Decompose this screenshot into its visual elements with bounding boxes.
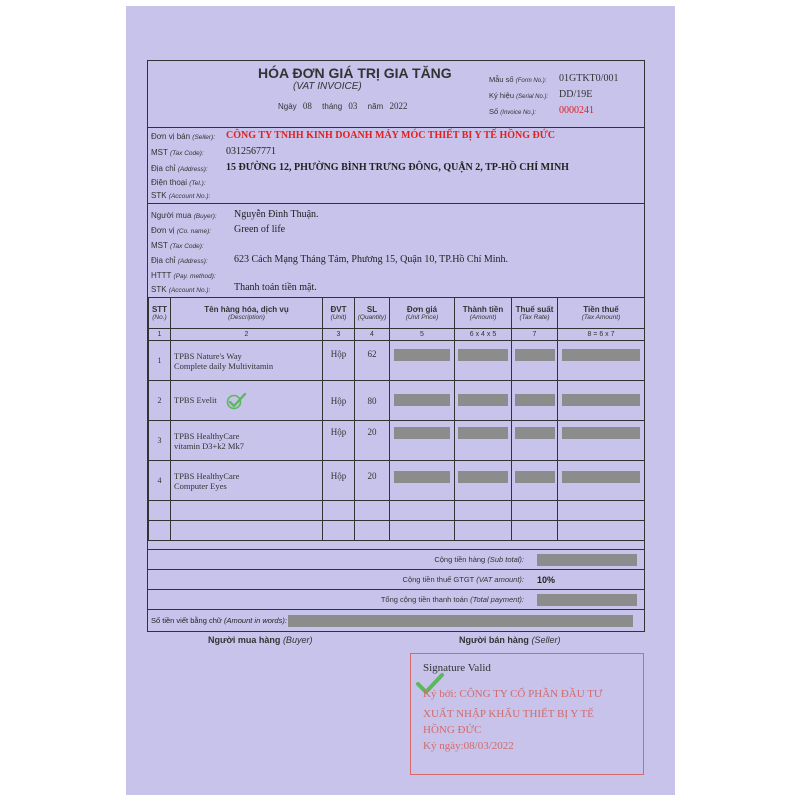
row-qty: 80 bbox=[355, 381, 390, 421]
col-header: STT (No.) bbox=[149, 298, 171, 329]
seller-name: CÔNG TY TNHH KINH DOANH MÁY MÓC THIẾT BỊ Y TẾ HỒNG ĐỨC bbox=[226, 130, 555, 141]
seller-name-label: Đơn vị bán (Seller): bbox=[151, 132, 216, 141]
total-row bbox=[148, 589, 644, 610]
subtotal-value bbox=[537, 554, 637, 566]
serial-no bbox=[489, 89, 593, 100]
amount-words-row bbox=[148, 609, 644, 632]
table-header-row bbox=[149, 298, 645, 329]
seller-tax-code: 0312567771 bbox=[226, 146, 276, 157]
seller-address: 15 ĐƯỜNG 12, PHƯỜNG BÌNH TRƯNG ĐÔNG, QUẬN 2, TP-HỒ CHÍ MINH bbox=[226, 162, 569, 173]
row-amount bbox=[455, 461, 512, 501]
buyer-company: Green of life bbox=[234, 224, 286, 235]
buyer-signature-label: Người mua hàng (Buyer) bbox=[208, 635, 313, 645]
signature-stamp bbox=[410, 653, 644, 775]
invoice-no-value: 0000241 bbox=[559, 105, 594, 116]
signer-line-1: Ký bởi: CÔNG TY CỔ PHẦN ĐẦU TƯ bbox=[423, 688, 603, 700]
row-no: 1 bbox=[149, 341, 171, 381]
empty-row bbox=[149, 501, 645, 521]
buyer-address-label: Địa chỉ (Address): bbox=[151, 256, 208, 265]
table-row bbox=[149, 341, 645, 381]
signature-status: Signature Valid bbox=[423, 662, 491, 674]
col-header: SL (Quantity) bbox=[355, 298, 390, 329]
row-description: TPBS Evelit bbox=[171, 381, 323, 421]
row-description: TPBS Nature's Way Complete daily Multivitamin bbox=[171, 341, 323, 381]
index-cell: 6 x 4 x 5 bbox=[455, 329, 512, 341]
invoice-no-label-en: (Invoice No.): bbox=[500, 110, 536, 116]
date-day-label: Ngày bbox=[278, 102, 297, 111]
signer-line-3: HỒNG ĐỨC bbox=[423, 724, 482, 736]
invoice-header bbox=[148, 61, 644, 128]
serial-label-en: (Serial No.): bbox=[516, 94, 549, 100]
row-amount bbox=[455, 421, 512, 461]
table-row bbox=[149, 381, 645, 421]
invoice-form bbox=[147, 60, 645, 632]
buyer-section bbox=[148, 203, 644, 298]
index-cell: 4 bbox=[355, 329, 390, 341]
col-header: Tiền thuế (Tax Amount) bbox=[558, 298, 645, 329]
col-header: Đơn giá (Unit Price) bbox=[390, 298, 455, 329]
index-row bbox=[149, 329, 645, 341]
row-description: TPBS HealthyCare Computer Eyes bbox=[171, 461, 323, 501]
table-row bbox=[149, 461, 645, 501]
company-label: Đơn vị (Co. name): bbox=[151, 226, 212, 235]
row-tax-rate bbox=[512, 421, 558, 461]
vat-row bbox=[148, 569, 644, 590]
vat-label: Cộng tiền thuế GTGT (VAT amount): bbox=[402, 575, 524, 584]
row-amount bbox=[455, 381, 512, 421]
row-unit-price bbox=[390, 381, 455, 421]
date-year: 2022 bbox=[389, 101, 408, 111]
row-amount bbox=[455, 341, 512, 381]
buyer-address: 623 Cách Mạng Tháng Tám, Phương 15, Quận 10, TP.Hồ Chí Minh. bbox=[234, 254, 509, 265]
row-unit-price bbox=[390, 341, 455, 381]
row-tax-rate bbox=[512, 381, 558, 421]
date-year-label: năm bbox=[367, 102, 384, 111]
date-month: 03 bbox=[348, 101, 358, 111]
invoice-date bbox=[278, 101, 415, 111]
amount-words-label: Số tiền viết bằng chữ (Amount in words): bbox=[151, 616, 287, 625]
row-tax-rate bbox=[512, 461, 558, 501]
check-icon bbox=[225, 392, 247, 410]
vat-rate: 10% bbox=[537, 575, 556, 585]
row-no: 2 bbox=[149, 381, 171, 421]
seller-signature-label: Người bán hàng (Seller) bbox=[459, 635, 561, 645]
seller-tax-label: MST (Tax Code): bbox=[151, 148, 204, 157]
invoice-no bbox=[489, 105, 594, 116]
items-table bbox=[148, 297, 645, 541]
row-unit: Hộp bbox=[323, 381, 355, 421]
row-unit: Hộp bbox=[323, 461, 355, 501]
invoice-title: HÓA ĐƠN GIÁ TRỊ GIA TĂNG bbox=[258, 65, 452, 81]
date-day: 08 bbox=[302, 101, 312, 111]
row-tax-amount bbox=[558, 461, 645, 501]
pay-method-label: HTTT (Pay. method): bbox=[151, 271, 216, 280]
index-cell: 1 bbox=[149, 329, 171, 341]
row-qty: 62 bbox=[355, 341, 390, 381]
seller-phone-label: Điện thoại (Tel.): bbox=[151, 178, 206, 187]
row-tax-amount bbox=[558, 341, 645, 381]
seller-section bbox=[148, 127, 644, 204]
seller-address-label: Địa chỉ (Address): bbox=[151, 164, 208, 173]
row-tax-amount bbox=[558, 381, 645, 421]
signer-line-2: XUẤT NHẬP KHẨU THIẾT BỊ Y TẾ bbox=[423, 708, 594, 720]
row-unit-price bbox=[390, 461, 455, 501]
col-header: Thuế suất (Tax Rate) bbox=[512, 298, 558, 329]
row-tax-amount bbox=[558, 421, 645, 461]
index-cell: 5 bbox=[390, 329, 455, 341]
col-header: ĐVT (Unit) bbox=[323, 298, 355, 329]
total-value bbox=[537, 594, 637, 606]
signed-date: Ký ngày:08/03/2022 bbox=[423, 740, 514, 752]
buyer-tax-label: MST (Tax Code): bbox=[151, 241, 204, 250]
index-cell: 2 bbox=[171, 329, 323, 341]
form-no-label-en: (Form No.): bbox=[515, 78, 547, 84]
col-header: Tên hàng hóa, dịch vụ (Description) bbox=[171, 298, 323, 329]
table-row bbox=[149, 421, 645, 461]
col-header: Thành tiền (Amount) bbox=[455, 298, 512, 329]
row-unit-price bbox=[390, 421, 455, 461]
total-label: Tổng cộng tiền thanh toán (Total payment): bbox=[380, 595, 524, 604]
index-cell: 3 bbox=[323, 329, 355, 341]
serial-value: DD/19E bbox=[559, 89, 593, 100]
subtotal-label: Cộng tiền hàng (Sub total): bbox=[434, 555, 524, 564]
form-no bbox=[489, 73, 619, 84]
empty-row bbox=[149, 521, 645, 541]
row-no: 4 bbox=[149, 461, 171, 501]
invoice-no-label: Số bbox=[489, 107, 499, 116]
row-unit: Hộp bbox=[323, 341, 355, 381]
index-cell: 7 bbox=[512, 329, 558, 341]
row-unit: Hộp bbox=[323, 421, 355, 461]
buyer-label: Người mua (Buyer): bbox=[151, 211, 217, 220]
subtotal-row bbox=[148, 549, 644, 570]
row-qty: 20 bbox=[355, 421, 390, 461]
form-no-label: Mẫu số bbox=[489, 75, 514, 84]
invoice-subtitle: (VAT INVOICE) bbox=[293, 81, 362, 92]
row-tax-rate bbox=[512, 341, 558, 381]
payment-method: Thanh toán tiền mặt. bbox=[234, 282, 317, 293]
index-cell: 8 = 6 x 7 bbox=[558, 329, 645, 341]
amount-words-value bbox=[288, 615, 633, 627]
date-month-label: tháng bbox=[322, 102, 343, 111]
row-qty: 20 bbox=[355, 461, 390, 501]
buyer-name: Nguyễn Đình Thuận. bbox=[234, 209, 319, 220]
buyer-account-label: STK (Account No.): bbox=[151, 285, 211, 294]
row-no: 3 bbox=[149, 421, 171, 461]
form-no-value: 01GTKT0/001 bbox=[559, 73, 619, 84]
seller-account-label: STK (Account No.): bbox=[151, 191, 211, 200]
serial-label: Ký hiệu bbox=[489, 91, 515, 100]
row-description: TPBS HealthyCare vitamin D3+k2 Mk7 bbox=[171, 421, 323, 461]
